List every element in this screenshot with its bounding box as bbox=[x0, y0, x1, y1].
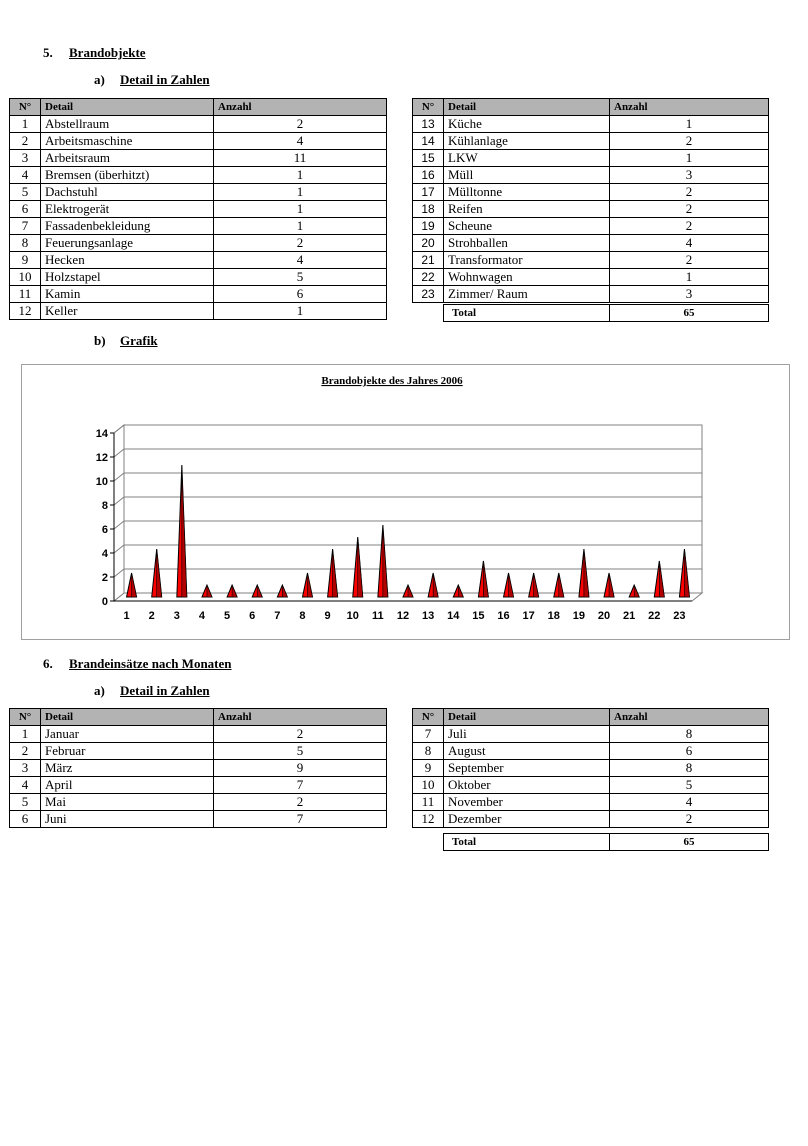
table-row bbox=[10, 235, 387, 252]
row-detail: Juni bbox=[41, 811, 214, 828]
subsection-a-heading bbox=[94, 683, 210, 699]
table-row bbox=[413, 811, 769, 828]
row-detail: Arbeitsmaschine bbox=[41, 133, 214, 150]
table-row bbox=[413, 116, 769, 133]
row-anzahl: 8 bbox=[610, 760, 769, 777]
table-row bbox=[10, 269, 387, 286]
table-row bbox=[10, 777, 387, 794]
row-detail: April bbox=[41, 777, 214, 794]
row-anzahl: 1 bbox=[214, 201, 387, 218]
table-row bbox=[413, 201, 769, 218]
row-number: 8 bbox=[10, 235, 41, 252]
row-anzahl: 2 bbox=[214, 116, 387, 133]
x-tick-label: 15 bbox=[472, 610, 485, 622]
table-row bbox=[10, 303, 387, 320]
subsection-letter: a) bbox=[94, 683, 105, 698]
row-anzahl: 1 bbox=[610, 269, 769, 286]
table-row bbox=[10, 811, 387, 828]
table-row bbox=[413, 777, 769, 794]
table-row bbox=[413, 726, 769, 743]
y-tick-label: 6 bbox=[101, 524, 108, 536]
row-anzahl: 2 bbox=[214, 726, 387, 743]
row-number: 5 bbox=[10, 184, 41, 201]
table-row bbox=[10, 794, 387, 811]
row-anzahl: 2 bbox=[610, 133, 769, 150]
row-detail: Transformator bbox=[444, 252, 610, 269]
row-anzahl: 5 bbox=[610, 777, 769, 794]
y-tick-label: 2 bbox=[101, 572, 108, 584]
row-anzahl: 3 bbox=[610, 286, 769, 303]
row-detail: Oktober bbox=[444, 777, 610, 794]
row-detail: Elektrogerät bbox=[41, 201, 214, 218]
row-number: 13 bbox=[413, 116, 444, 133]
row-detail: Kamin bbox=[41, 286, 214, 303]
row-detail: Bremsen (überhitzt) bbox=[41, 167, 214, 184]
x-tick-label: 3 bbox=[173, 610, 180, 622]
table-row bbox=[10, 218, 387, 235]
section-5-heading bbox=[43, 45, 146, 61]
subsection-b-heading bbox=[94, 333, 158, 349]
col-header-anzahl: Anzahl bbox=[610, 99, 769, 116]
x-tick-label: 14 bbox=[447, 610, 460, 622]
row-anzahl: 5 bbox=[214, 269, 387, 286]
row-anzahl: 6 bbox=[610, 743, 769, 760]
row-detail: Dezember bbox=[444, 811, 610, 828]
table-row bbox=[413, 218, 769, 235]
row-detail: Wohnwagen bbox=[444, 269, 610, 286]
row-number: 20 bbox=[413, 235, 444, 252]
row-anzahl: 2 bbox=[610, 201, 769, 218]
row-number: 22 bbox=[413, 269, 444, 286]
x-tick-label: 9 bbox=[324, 610, 331, 622]
subsection-letter: a) bbox=[94, 72, 105, 87]
row-number: 12 bbox=[413, 811, 444, 828]
row-number: 3 bbox=[10, 150, 41, 167]
row-number: 9 bbox=[413, 760, 444, 777]
row-anzahl: 2 bbox=[214, 794, 387, 811]
x-tick-label: 2 bbox=[148, 610, 155, 622]
col-header-number: N° bbox=[10, 99, 41, 116]
col-header-detail: Detail bbox=[41, 709, 214, 726]
row-number: 3 bbox=[10, 760, 41, 777]
row-anzahl: 1 bbox=[610, 150, 769, 167]
row-number: 18 bbox=[413, 201, 444, 218]
row-anzahl: 4 bbox=[214, 133, 387, 150]
y-tick-label: 4 bbox=[101, 548, 108, 560]
row-anzahl: 2 bbox=[610, 252, 769, 269]
table-row bbox=[413, 167, 769, 184]
table-row bbox=[413, 133, 769, 150]
row-detail: Strohballen bbox=[444, 235, 610, 252]
row-anzahl: 8 bbox=[610, 726, 769, 743]
row-number: 11 bbox=[10, 286, 41, 303]
row-anzahl: 4 bbox=[610, 794, 769, 811]
x-tick-label: 18 bbox=[547, 610, 560, 622]
row-detail: Abstellraum bbox=[41, 116, 214, 133]
x-tick-label: 8 bbox=[299, 610, 306, 622]
x-tick-label: 21 bbox=[623, 610, 636, 622]
row-detail: Keller bbox=[41, 303, 214, 320]
y-tick-label: 14 bbox=[95, 428, 108, 440]
row-number: 16 bbox=[413, 167, 444, 184]
table-row bbox=[10, 133, 387, 150]
row-number: 11 bbox=[413, 794, 444, 811]
col-header-anzahl: Anzahl bbox=[214, 99, 387, 116]
col-header-anzahl: Anzahl bbox=[214, 709, 387, 726]
total-label: Total bbox=[444, 834, 610, 851]
section-title: Brandobjekte bbox=[69, 45, 146, 60]
table-row bbox=[413, 286, 769, 303]
row-number: 2 bbox=[10, 133, 41, 150]
table-row bbox=[10, 201, 387, 218]
row-anzahl: 1 bbox=[610, 116, 769, 133]
table-row bbox=[413, 252, 769, 269]
subsection-title: Detail in Zahlen bbox=[120, 683, 210, 698]
total-label: Total bbox=[444, 305, 610, 322]
row-anzahl: 6 bbox=[214, 286, 387, 303]
row-anzahl: 9 bbox=[214, 760, 387, 777]
table-row bbox=[10, 760, 387, 777]
row-number: 1 bbox=[10, 116, 41, 133]
x-tick-label: 20 bbox=[597, 610, 611, 622]
x-tick-label: 1 bbox=[123, 610, 130, 622]
x-tick-label: 19 bbox=[572, 610, 586, 622]
table-row bbox=[413, 235, 769, 252]
row-number: 7 bbox=[413, 726, 444, 743]
brandobjekte-chart bbox=[22, 365, 789, 639]
table-row bbox=[413, 794, 769, 811]
table-row bbox=[413, 184, 769, 201]
row-detail: Reifen bbox=[444, 201, 610, 218]
row-number: 5 bbox=[10, 794, 41, 811]
table-row bbox=[10, 286, 387, 303]
table-row bbox=[413, 743, 769, 760]
row-number: 17 bbox=[413, 184, 444, 201]
row-number: 6 bbox=[10, 811, 41, 828]
table-row bbox=[413, 150, 769, 167]
row-anzahl: 2 bbox=[214, 235, 387, 252]
row-detail: Holzstapel bbox=[41, 269, 214, 286]
total-value: 65 bbox=[610, 834, 769, 851]
table-row bbox=[10, 184, 387, 201]
col-header-number: N° bbox=[413, 709, 444, 726]
row-detail: Müll bbox=[444, 167, 610, 184]
col-header-detail: Detail bbox=[41, 99, 214, 116]
row-anzahl: 7 bbox=[214, 811, 387, 828]
row-anzahl: 1 bbox=[214, 184, 387, 201]
row-anzahl: 7 bbox=[214, 777, 387, 794]
x-tick-label: 22 bbox=[648, 610, 661, 622]
subsection-a-heading bbox=[94, 72, 210, 88]
y-tick-label: 0 bbox=[101, 596, 108, 608]
x-tick-label: 12 bbox=[396, 610, 410, 622]
table-row bbox=[10, 116, 387, 133]
x-tick-label: 23 bbox=[673, 610, 686, 622]
row-detail: Küche bbox=[444, 116, 610, 133]
y-tick-label: 10 bbox=[95, 476, 108, 488]
x-tick-label: 4 bbox=[198, 610, 206, 622]
row-detail: Mülltonne bbox=[444, 184, 610, 201]
row-detail: Februar bbox=[41, 743, 214, 760]
row-number: 8 bbox=[413, 743, 444, 760]
brandobjekte-table-left bbox=[9, 98, 387, 320]
row-anzahl: 1 bbox=[214, 218, 387, 235]
row-number: 21 bbox=[413, 252, 444, 269]
row-anzahl: 3 bbox=[610, 167, 769, 184]
subsection-title: Detail in Zahlen bbox=[120, 72, 210, 87]
col-header-detail: Detail bbox=[444, 99, 610, 116]
row-number: 19 bbox=[413, 218, 444, 235]
row-number: 1 bbox=[10, 726, 41, 743]
col-header-detail: Detail bbox=[444, 709, 610, 726]
row-number: 9 bbox=[10, 252, 41, 269]
row-number: 7 bbox=[10, 218, 41, 235]
row-anzahl: 4 bbox=[610, 235, 769, 252]
table-row bbox=[10, 167, 387, 184]
plot-side-wall bbox=[114, 425, 124, 601]
brandobjekte-total-row bbox=[443, 304, 769, 322]
col-header-number: N° bbox=[413, 99, 444, 116]
brandobjekte-table-right bbox=[412, 98, 769, 303]
x-tick-label: 10 bbox=[346, 610, 359, 622]
section-6-heading bbox=[43, 656, 232, 672]
plot-back-wall bbox=[124, 425, 702, 593]
row-detail: Hecken bbox=[41, 252, 214, 269]
col-header-anzahl: Anzahl bbox=[610, 709, 769, 726]
row-anzahl: 4 bbox=[214, 252, 387, 269]
row-anzahl: 1 bbox=[214, 167, 387, 184]
row-detail: Januar bbox=[41, 726, 214, 743]
row-number: 10 bbox=[413, 777, 444, 794]
row-anzahl: 2 bbox=[610, 218, 769, 235]
x-tick-label: 16 bbox=[497, 610, 510, 622]
row-number: 12 bbox=[10, 303, 41, 320]
y-tick-label: 8 bbox=[101, 500, 108, 512]
section-number: 6. bbox=[43, 656, 53, 671]
row-detail: Mai bbox=[41, 794, 214, 811]
row-detail: LKW bbox=[444, 150, 610, 167]
row-number: 2 bbox=[10, 743, 41, 760]
table-row bbox=[10, 252, 387, 269]
table-row bbox=[10, 726, 387, 743]
chart-title: Brandobjekte des Jahres 2006 bbox=[321, 375, 463, 387]
row-detail: Juli bbox=[444, 726, 610, 743]
row-anzahl: 5 bbox=[214, 743, 387, 760]
row-anzahl: 2 bbox=[610, 184, 769, 201]
row-number: 15 bbox=[413, 150, 444, 167]
monate-table-left bbox=[9, 708, 387, 828]
table-row bbox=[10, 743, 387, 760]
x-tick-label: 13 bbox=[422, 610, 435, 622]
row-anzahl: 2 bbox=[610, 811, 769, 828]
row-number: 14 bbox=[413, 133, 444, 150]
row-number: 4 bbox=[10, 167, 41, 184]
row-anzahl: 11 bbox=[214, 150, 387, 167]
chart-container bbox=[21, 364, 790, 640]
x-tick-label: 17 bbox=[522, 610, 535, 622]
monate-total-row bbox=[443, 833, 769, 851]
row-detail: Dachstuhl bbox=[41, 184, 214, 201]
row-detail: Fassadenbekleidung bbox=[41, 218, 214, 235]
x-tick-label: 6 bbox=[249, 610, 256, 622]
row-detail: November bbox=[444, 794, 610, 811]
row-detail: März bbox=[41, 760, 214, 777]
total-value: 65 bbox=[610, 305, 769, 322]
row-detail: Scheune bbox=[444, 218, 610, 235]
row-detail: Feuerungsanlage bbox=[41, 235, 214, 252]
row-number: 4 bbox=[10, 777, 41, 794]
table-row bbox=[413, 760, 769, 777]
row-detail: September bbox=[444, 760, 610, 777]
section-number: 5. bbox=[43, 45, 53, 60]
subsection-title: Grafik bbox=[120, 333, 158, 348]
row-detail: Kühlanlage bbox=[444, 133, 610, 150]
x-tick-label: 11 bbox=[372, 610, 384, 622]
row-number: 10 bbox=[10, 269, 41, 286]
x-tick-label: 5 bbox=[224, 610, 231, 622]
table-row bbox=[413, 269, 769, 286]
x-tick-label: 7 bbox=[274, 610, 281, 622]
table-row bbox=[10, 150, 387, 167]
monate-table-right bbox=[412, 708, 769, 828]
row-anzahl: 1 bbox=[214, 303, 387, 320]
col-header-number: N° bbox=[10, 709, 41, 726]
row-detail: Zimmer/ Raum bbox=[444, 286, 610, 303]
row-number: 23 bbox=[413, 286, 444, 303]
row-detail: Arbeitsraum bbox=[41, 150, 214, 167]
row-number: 6 bbox=[10, 201, 41, 218]
y-tick-label: 12 bbox=[95, 452, 108, 464]
section-title: Brandeinsätze nach Monaten bbox=[69, 656, 232, 671]
row-detail: August bbox=[444, 743, 610, 760]
subsection-letter: b) bbox=[94, 333, 106, 348]
